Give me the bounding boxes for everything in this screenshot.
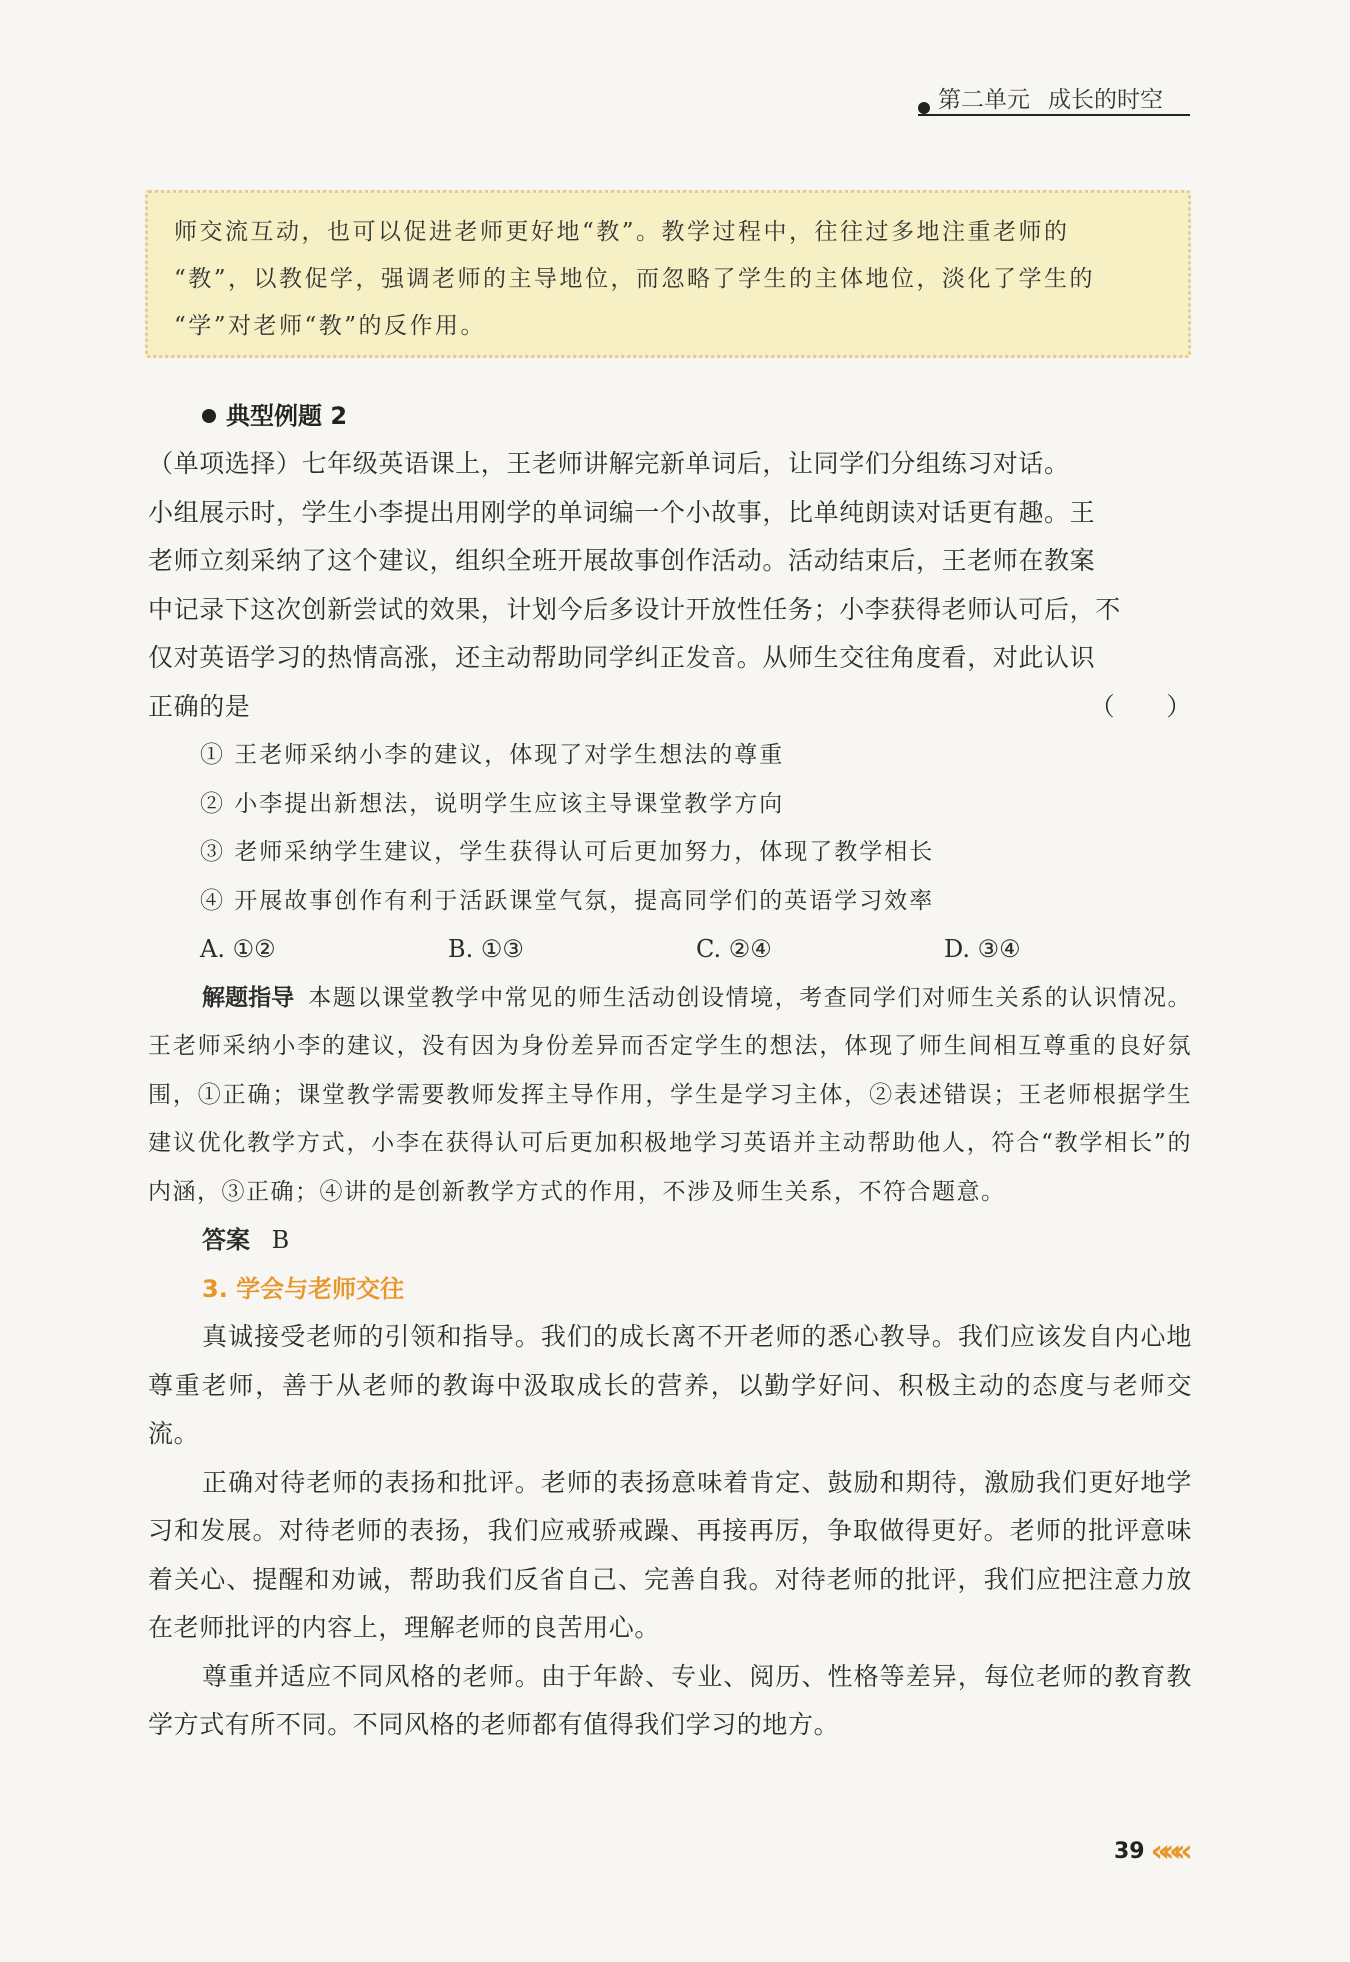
note-line: 师交流互动，也可以促进老师更好地“教”。教学过程中，往往过多地注重老师的 (174, 219, 1070, 245)
option-item: ② 小李提出新想法，说明学生应该主导课堂教学方向 (200, 790, 785, 817)
guide-text: 本题以课堂教学中常见的师生活动创设情境，考查同学们对师生关系的认识情况。王老师采纳小李的建议，没有因为身份差异而否定学生的想法，体现了师生间相互尊重的良好氛围，①正确；课堂教学需要教师发挥主导作用，学生是学习主体，②表述错误；王老师根据学生建议优化教学方式，小李在获得认可后更加积极地学习英语并主动帮助他人，符合“教学相长”的内涵，③正确；④讲的是创新教学方式的作用，不涉及师生关系，不符合题意。 (148, 984, 1193, 1205)
unit-title: 成长的时空 (1048, 86, 1163, 113)
bullet-icon (918, 102, 930, 114)
body-paragraph: 正确对待老师的表扬和批评。老师的表扬意味着肯定、鼓励和期待，激励我们更好地学习和发展。对待老师的表扬，我们应戒骄戒躁、再接再厉，争取做得更好。老师的批评意味着关心、提醒和劝诫，帮助我们反省自己、完善自我。对待老师的批评，我们应把注意力放在老师批评的内容上，理解老师的良苦用心。 (148, 1467, 1192, 1642)
note-line: “教”，以教促学，强调老师的主导地位，而忽略了学生的主体地位，淡化了学生的 (174, 266, 1096, 292)
running-header (918, 80, 1163, 114)
choice-b: B. ①③ (448, 935, 524, 963)
main-content (148, 392, 1192, 1750)
question-line: 仅对英语学习的热情高涨，还主动帮助同学纠正发音。从师生交往角度看，对此认识 (148, 643, 1096, 672)
choice-row (148, 925, 1192, 974)
solution-guide (148, 974, 1192, 1217)
body-paragraph: 真诚接受老师的引领和指导。我们的成长离不开老师的悉心教导。我们应该发自内心地尊重老师，善于从老师的教诲中汲取成长的营养，以勤学好问、积极主动的态度与老师交流。 (148, 1322, 1192, 1448)
example-title: 典型例题 2 (148, 392, 1192, 440)
question-line: 老师立刻采纳了这个建议，组织全班开展故事创作活动。活动结束后，王老师在教案 (148, 546, 1096, 575)
page-footer (1114, 1834, 1185, 1869)
note-line: “学”对老师“教”的反作用。 (174, 313, 487, 339)
choice-d: D. ③④ (944, 935, 1021, 963)
option-item: ④ 开展故事创作有利于活跃课堂气氛，提高同学们的英语学习效率 (200, 887, 935, 914)
question-line: （单项选择）七年级英语课上，王老师讲解完新单词后，让同学们分组练习对话。 (148, 449, 1070, 478)
answer-value: B (271, 1226, 290, 1254)
option-item: ③ 老师采纳学生建议，学生获得认可后更加努力，体现了教学相长 (200, 839, 935, 865)
answer-bracket: （ ） (1089, 691, 1192, 721)
header-rule (918, 114, 1190, 116)
unit-label: 第二单元 (938, 86, 1030, 113)
note-box (145, 190, 1191, 358)
option-item: ① 王老师采纳小李的建议，体现了对学生想法的尊重 (200, 742, 785, 768)
body-paragraph: 尊重并适应不同风格的老师。由于年龄、专业、阅历、性格等差异，每位老师的教育教学方式有所不同。不同风格的老师都有值得我们学习的地方。 (148, 1661, 1192, 1739)
question-line: 小组展示时，学生小李提出用刚学的单词编一个小故事，比单纯朗读对话更有趣。王 (148, 497, 1096, 527)
chevrons-left-icon: ««« (1150, 1834, 1185, 1869)
page-number: 39 (1114, 1839, 1145, 1864)
choice-a: A. ①② (200, 935, 276, 963)
guide-label: 解题指导 (202, 984, 295, 1011)
bullet-icon (202, 409, 216, 423)
section-heading: 3. 学会与老师交往 (202, 1274, 405, 1303)
question-last-line: 正确的是 （ ） (148, 683, 1192, 732)
question-line: 中记录下这次创新尝试的效果，计划今后多设计开放性任务；小李获得老师认可后，不 (148, 594, 1121, 624)
answer-line (148, 1216, 1192, 1265)
answer-label: 答案 (202, 1226, 250, 1254)
choice-c: C. ②④ (696, 935, 772, 963)
